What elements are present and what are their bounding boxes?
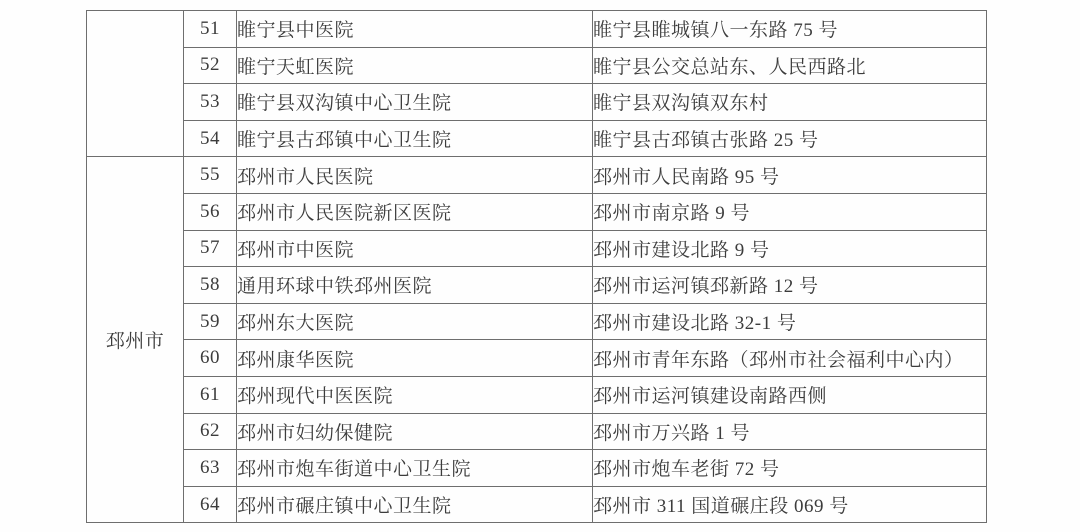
address-cell: 邳州市 311 国道碾庄段 069 号 [593, 486, 987, 523]
address-cell: 邳州市万兴路 1 号 [593, 413, 987, 450]
row-number-cell: 56 [184, 193, 237, 230]
address-cell: 邳州市建设北路 32-1 号 [593, 303, 987, 340]
row-number-cell: 64 [184, 486, 237, 523]
table-row [87, 486, 987, 523]
address-cell: 邳州市炮车老街 72 号 [593, 450, 987, 487]
row-number-cell: 54 [184, 120, 237, 157]
table-row [87, 230, 987, 267]
hospital-name-cell: 邳州市炮车街道中心卫生院 [237, 450, 593, 487]
hospital-name-cell: 睢宁县双沟镇中心卫生院 [237, 84, 593, 121]
table-row [87, 47, 987, 84]
row-number-cell: 57 [184, 230, 237, 267]
hospital-name-cell: 通用环球中铁邳州医院 [237, 267, 593, 304]
table-row [87, 450, 987, 487]
hospital-name-cell: 邳州康华医院 [237, 340, 593, 377]
hospital-name-cell: 邳州市人民医院 [237, 157, 593, 194]
table-row [87, 84, 987, 121]
hospital-name-cell: 邳州现代中医医院 [237, 376, 593, 413]
row-number-cell: 55 [184, 157, 237, 194]
row-number-cell: 52 [184, 47, 237, 84]
table-row [87, 303, 987, 340]
hospital-name-cell: 睢宁县古邳镇中心卫生院 [237, 120, 593, 157]
hospital-name-cell: 睢宁天虹医院 [237, 47, 593, 84]
address-cell: 邳州市青年东路（邳州市社会福利中心内） [593, 340, 987, 377]
hospital-name-cell: 邳州市人民医院新区医院 [237, 193, 593, 230]
row-number-cell: 58 [184, 267, 237, 304]
region-cell: 邳州市 [87, 157, 184, 523]
address-cell: 邳州市运河镇邳新路 12 号 [593, 267, 987, 304]
row-number-cell: 61 [184, 376, 237, 413]
hospital-name-cell: 睢宁县中医院 [237, 11, 593, 48]
table-row [87, 376, 987, 413]
row-number-cell: 62 [184, 413, 237, 450]
table-row [87, 120, 987, 157]
address-cell: 邳州市人民南路 95 号 [593, 157, 987, 194]
hospital-table-body [87, 11, 987, 523]
row-number-cell: 53 [184, 84, 237, 121]
hospital-name-cell: 邳州市中医院 [237, 230, 593, 267]
row-number-cell: 59 [184, 303, 237, 340]
region-cell [87, 11, 184, 157]
address-cell: 邳州市建设北路 9 号 [593, 230, 987, 267]
row-number-cell: 63 [184, 450, 237, 487]
table-row [87, 157, 987, 194]
table-row [87, 413, 987, 450]
address-cell: 睢宁县古邳镇古张路 25 号 [593, 120, 987, 157]
address-cell: 睢宁县睢城镇八一东路 75 号 [593, 11, 987, 48]
address-cell: 邳州市南京路 9 号 [593, 193, 987, 230]
table-row [87, 340, 987, 377]
hospital-name-cell: 邳州市妇幼保健院 [237, 413, 593, 450]
row-number-cell: 51 [184, 11, 237, 48]
table-row [87, 267, 987, 304]
table-row [87, 193, 987, 230]
table-row [87, 11, 987, 48]
row-number-cell: 60 [184, 340, 237, 377]
hospital-name-cell: 邳州市碾庄镇中心卫生院 [237, 486, 593, 523]
hospital-table [86, 10, 987, 523]
address-cell: 邳州市运河镇建设南路西侧 [593, 376, 987, 413]
hospital-name-cell: 邳州东大医院 [237, 303, 593, 340]
address-cell: 睢宁县双沟镇双东村 [593, 84, 987, 121]
address-cell: 睢宁县公交总站东、人民西路北 [593, 47, 987, 84]
